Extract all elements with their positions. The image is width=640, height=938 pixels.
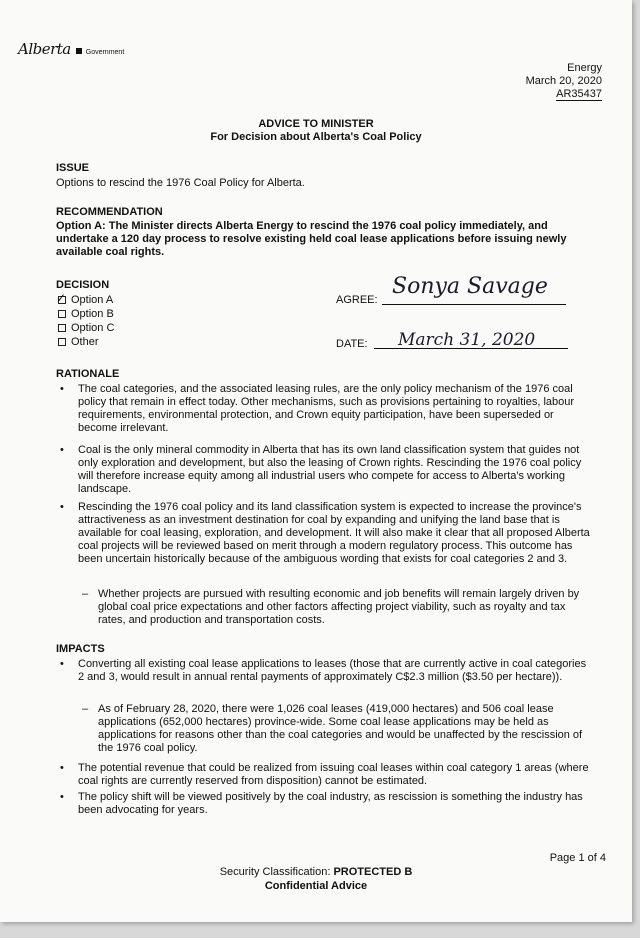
option-a[interactable] xyxy=(56,291,114,306)
bullet-icon: • xyxy=(60,444,64,456)
bullet-icon: • xyxy=(60,762,64,774)
option-other-checkbox[interactable] xyxy=(58,338,66,346)
bullet-icon: • xyxy=(60,658,64,670)
issue-text: Options to rescind the 1976 Coal Policy for Alberta. xyxy=(56,177,305,189)
impacts-bullet-1: • Converting all existing coal lease applications to leases (those that are currently active in coal categories 2 and 3, would result in annual rental payments of approximately C$2.3 million ($3.50 per hectare)). xyxy=(60,658,587,683)
agree-label: AGREE: xyxy=(336,294,378,306)
logo-square-icon xyxy=(76,48,82,54)
security-value: PROTECTED B xyxy=(333,866,413,878)
rationale-bullet-2: • Coal is the only mineral commodity in Alberta that has its own land classification system that guides not only exploration and development, but also the leasing of Crown rights. Rescinding the 1976 coal policy will therefore increase equity among all industrial users who compete for access to Alberta's working landscape. xyxy=(60,444,582,495)
minister-signature: Sonya Savage xyxy=(392,274,548,299)
logo-brand: Alberta xyxy=(18,40,71,58)
checkmark-icon: ✓ xyxy=(56,291,67,305)
bullet-icon: • xyxy=(60,383,64,395)
document-meta xyxy=(526,62,602,101)
alberta-logo xyxy=(18,40,124,58)
option-a-label: Option A xyxy=(71,294,114,306)
document-subtitle: For Decision about Alberta's Coal Policy xyxy=(210,131,422,143)
page-number: Page 1 of 4 xyxy=(549,852,606,864)
option-c-checkbox[interactable] xyxy=(58,324,66,332)
signature-line xyxy=(382,304,566,305)
rationale-bullet-1: • The coal categories, and the associated leasing rules, are the only policy mechanism of the 1976 coal policy that remain in effect today. Other mechanisms, such as provisions pertaining to royalties, labour requirements, environmental protection, and Crown equity participation, have been superseded or become irrelevant. xyxy=(60,383,575,434)
option-b-label: Option B xyxy=(71,308,114,320)
impacts-bullet-3: • The policy shift will be viewed positively by the coal industry, as rescission is something the industry has been advocating for years. xyxy=(60,791,583,816)
security-classification xyxy=(0,866,632,878)
confidential-advice: Confidential Advice xyxy=(264,880,368,892)
rationale-heading: RATIONALE xyxy=(56,368,120,380)
signed-date: March 31, 2020 xyxy=(398,330,536,350)
option-a-checkbox[interactable] xyxy=(56,291,67,305)
option-c[interactable] xyxy=(58,322,114,334)
rationale-bullet-3: • Rescinding the 1976 coal policy and its land classification system is expected to increase the province's attractiveness as an investment destination for coal by expanding and unifying the land base that is available for coal leasing, exploration, and development. It will also make it clear that all proposed Alberta coal projects will be reviewed based on merit through a modern regulatory process. This outcome has been uncertain historically because of the ambiguous wording that exists for coal categories 2 and 3. xyxy=(60,501,590,565)
impacts-heading: IMPACTS xyxy=(56,643,105,655)
impacts-sub-bullet: – As of February 28, 2020, there were 1,026 coal leases (419,000 hectares) and 506 coal lease applications (652,000 hectares) province-wide. Some coal lease applications may be held as applications for reasons other than the coal categories and would be unaffected by the rescission of the 1976 coal policy. xyxy=(82,703,583,754)
document-title: ADVICE TO MINISTER xyxy=(258,118,374,130)
recommendation-text: Option A: The Minister directs Alberta Energy to rescind the 1976 coal policy immediately, and undertake a 120 day process to resolve existing held coal lease applications before issuing newly available coal rights. xyxy=(56,220,567,258)
date-label: DATE: xyxy=(336,338,368,350)
impacts-bullet-2: • The potential revenue that could be realized from issuing coal leases within coal category 1 areas (where coal rights are currently reserved from disposition) cannot be estimated. xyxy=(60,762,589,787)
decision-heading: DECISION xyxy=(56,279,110,291)
recommendation-heading: RECOMMENDATION xyxy=(56,206,163,218)
option-b[interactable] xyxy=(58,308,114,320)
security-label: Security Classification: xyxy=(219,866,331,878)
option-other-label: Other xyxy=(71,336,99,348)
option-other[interactable] xyxy=(58,336,99,348)
reference-number: AR35437 xyxy=(556,88,602,100)
dash-icon: – xyxy=(82,703,89,715)
option-b-checkbox[interactable] xyxy=(58,310,66,318)
document-date: March 20, 2020 xyxy=(525,75,602,87)
bullet-icon: • xyxy=(60,791,64,803)
dash-icon: – xyxy=(82,588,89,600)
department: Energy xyxy=(567,62,602,74)
bullet-icon: • xyxy=(60,501,64,513)
option-c-label: Option C xyxy=(71,322,115,334)
rationale-sub-bullet: – Whether projects are pursued with resulting economic and job benefits will remain largely driven by global coal price expectations and other factors affecting project viability, such as royalty and tax rates, and production and transportation costs. xyxy=(82,588,580,626)
issue-heading: ISSUE xyxy=(56,162,90,174)
logo-government: Government xyxy=(85,49,125,56)
